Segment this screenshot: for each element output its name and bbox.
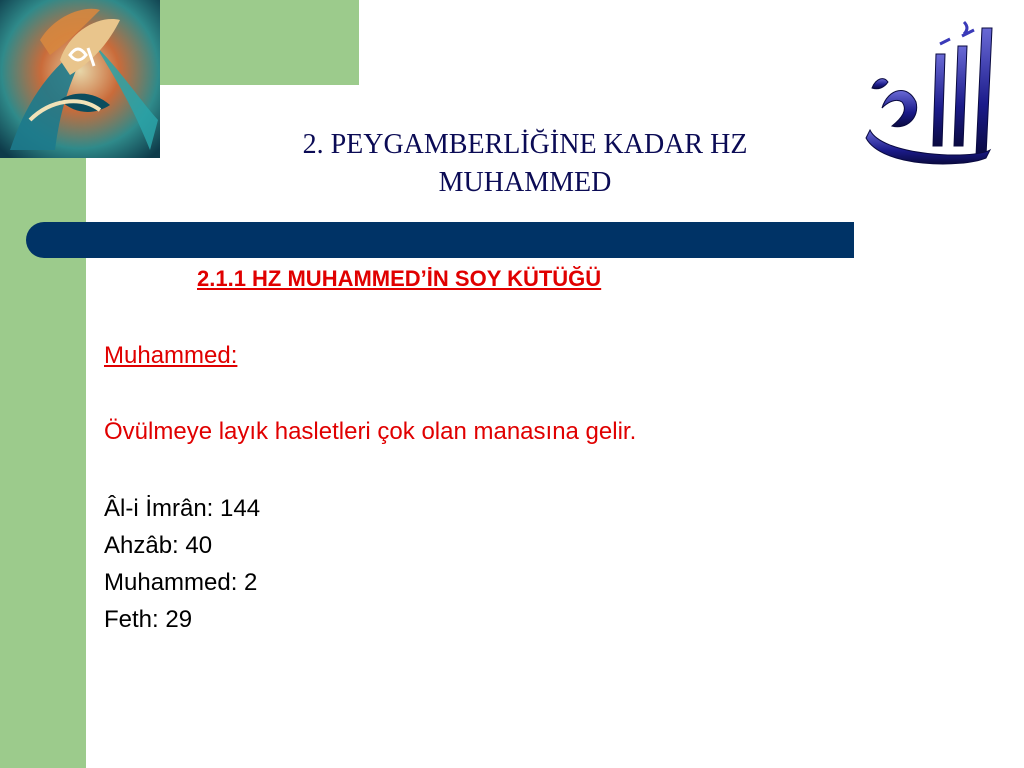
reference-item: Ahzâb: 40 [104,532,213,559]
reference-list [104,490,260,638]
slide-title-line2: MUHAMMED [438,167,612,198]
title-divider-bar [26,222,854,258]
reference-item: Muhammed: 2 [104,569,258,596]
reference-item: Feth: 29 [104,606,193,633]
term-label: Muhammed: [104,342,238,369]
slide-title-line1: 2. PEYGAMBERLİĞİNE KADAR HZ [302,129,748,160]
muhammad-calligraphy-flower-icon [0,0,160,158]
section-subtitle: 2.1.1 HZ MUHAMMED’İN SOY KÜTÜĞÜ [197,266,602,291]
reference-item: Âl-i İmrân: 144 [104,495,261,522]
allah-calligraphy-icon [862,18,998,168]
term-definition: Övülmeye layık hasletleri çok olan manasına gelir. [104,418,637,445]
slide-title [200,126,850,202]
